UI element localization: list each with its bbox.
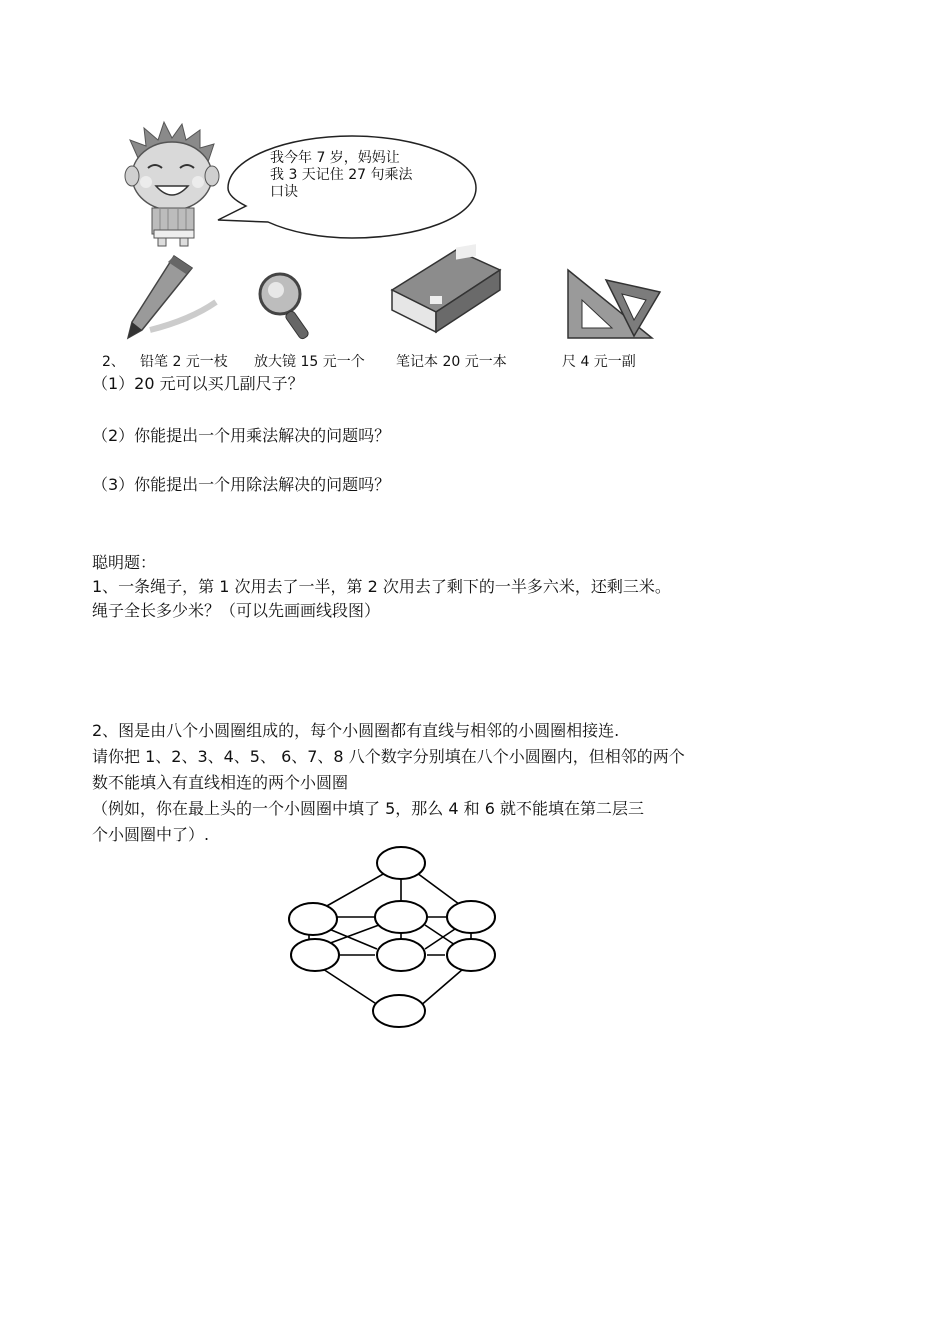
question-2: （2）你能提出一个用乘法解决的问题吗？ (92, 426, 391, 445)
puzzle-q1-line-1: 1、一条绳子，第 1 次用去了一半，第 2 次用去了剩下的一半多六米，还剩三米。 (92, 577, 671, 596)
edge (425, 925, 455, 945)
puzzle-q2-line-4: （例如，你在最上头的一个小圆圈中填了 5，那么 4 和 6 就不能填在第二层三 (92, 799, 644, 818)
bubble-line-2: 我 3 天记住 27 句乘法 (270, 167, 413, 183)
edge (323, 969, 381, 1007)
circle-node (447, 939, 495, 971)
ruler-price-label: 尺 4 元一副 (562, 354, 636, 370)
circle-node (375, 901, 427, 933)
circle-node (373, 995, 425, 1027)
circle-graph-diagram (285, 845, 515, 1035)
edge (417, 873, 463, 907)
notebook-price-label: 笔记本 20 元一本 (396, 354, 507, 370)
shop-number: 2、 (102, 354, 125, 370)
edge (419, 969, 463, 1007)
bubble-line-3: 口诀 (270, 184, 298, 200)
puzzle-q2-line-3: 数不能填入有直线相连的两个小圆圈 (92, 773, 349, 792)
notebook-icon (386, 246, 506, 340)
circle-node (291, 939, 339, 971)
pencil-price-label: 铅笔 2 元一枝 (140, 354, 228, 370)
bubble-line-1: 我今年 7 岁，妈妈让 (270, 150, 400, 166)
question-1: （1）20 元可以买几副尺子？ (92, 374, 304, 393)
puzzle-q2-line-5: 个小圆圈中了）. (92, 825, 210, 844)
ruler-icon (560, 264, 664, 342)
puzzle-q1-line-2: 绳子全长多少米？（可以先画画线段图） (92, 601, 381, 620)
magnifier-icon (254, 270, 318, 342)
circle-node (289, 903, 337, 935)
magnifier-price-label: 放大镜 15 元一个 (254, 354, 365, 370)
puzzle-heading: 聪明题： (92, 553, 157, 572)
puzzle-q2-line-1: 2、图是由八个小圆圈组成的，每个小圆圈都有直线与相邻的小圆圈相接连. (92, 721, 620, 740)
circle-node (377, 939, 425, 971)
speech-bubble-text (270, 150, 440, 201)
question-3: （3）你能提出一个用除法解决的问题吗？ (92, 475, 391, 494)
edge (325, 873, 385, 907)
circle-node (447, 901, 495, 933)
circle-node (377, 847, 425, 879)
pencil-icon (120, 250, 220, 342)
puzzle-q2-line-2: 请你把 1、2、3、4、5、 6、7、8 八个数字分别填在八个小圆圈内，但相邻的两个 (92, 747, 685, 766)
